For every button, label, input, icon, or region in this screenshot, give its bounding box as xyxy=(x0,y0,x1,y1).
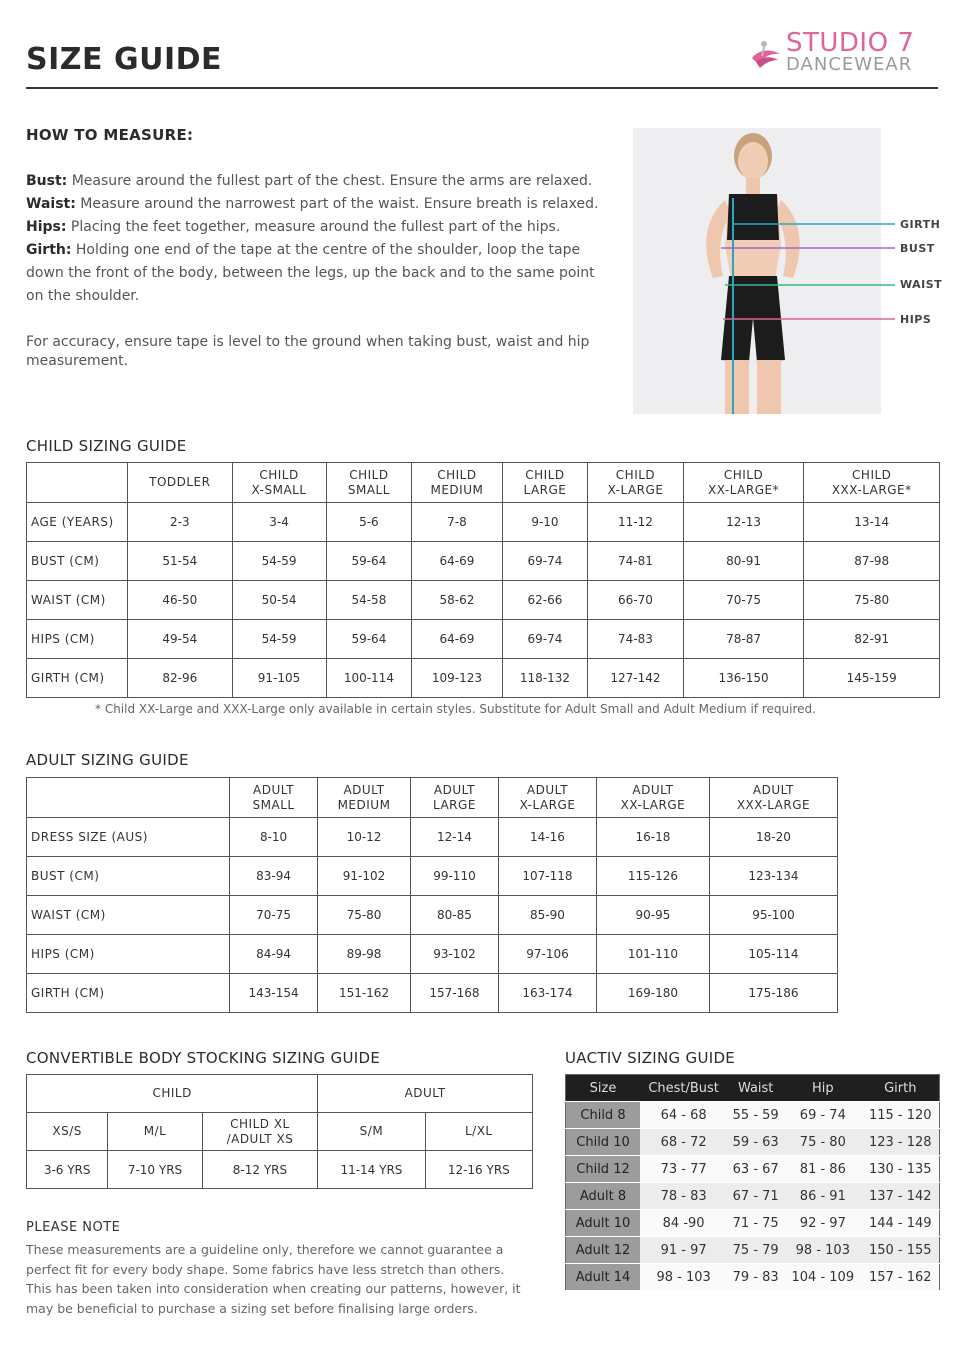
table-cell: 91-105 xyxy=(232,659,326,698)
table-cell: 51-54 xyxy=(128,542,233,581)
stocking-guide-heading: CONVERTIBLE BODY STOCKING SIZING GUIDE xyxy=(26,1049,381,1067)
uactiv-sizing-table xyxy=(565,1074,940,1291)
size-cell: Adult 8 xyxy=(566,1183,641,1210)
table-cell: 58-62 xyxy=(412,581,502,620)
table-cell: 75-80 xyxy=(804,581,940,620)
table-cell: 91 - 97 xyxy=(640,1237,727,1264)
table-cell: 98 - 103 xyxy=(640,1264,727,1291)
corner-cell xyxy=(27,778,230,818)
table-cell: 123 - 128 xyxy=(862,1129,940,1156)
size-cell: XS/S xyxy=(27,1113,108,1151)
table-cell: 8-10 xyxy=(230,818,318,857)
table-cell: 169-180 xyxy=(596,974,709,1013)
table-cell: 101-110 xyxy=(596,935,709,974)
table-cell: 118-132 xyxy=(502,659,588,698)
table-cell: 64-69 xyxy=(412,620,502,659)
table-cell: 59-64 xyxy=(326,542,412,581)
table-cell: 93-102 xyxy=(410,935,498,974)
col-header: CHILD XXX-LARGE* xyxy=(804,463,940,503)
table-cell: 71 - 75 xyxy=(727,1210,784,1237)
table-cell: 74-83 xyxy=(588,620,683,659)
table-cell: 92 - 97 xyxy=(784,1210,861,1237)
table-row xyxy=(566,1129,940,1156)
hips-label: Hips: xyxy=(26,219,67,235)
label-waist: WAIST xyxy=(900,278,943,291)
table-row xyxy=(27,974,838,1013)
table-cell: 55 - 59 xyxy=(727,1102,784,1129)
table-cell: 115 - 120 xyxy=(862,1102,940,1129)
please-note-text: These measurements are a guideline only, therefore we cannot guarantee a perfect fit for every body shape. Some fabrics have less stretch than others. This has been taken into consideration when creating our patterns, however, it may be beneficial to purchase a sizing set before finalising large orders. xyxy=(26,1242,521,1316)
table-cell: 89-98 xyxy=(318,935,411,974)
model-photo xyxy=(633,128,881,414)
table-cell: 68 - 72 xyxy=(640,1129,727,1156)
table-cell: 54-59 xyxy=(232,542,326,581)
col-header: ADULT X-LARGE xyxy=(499,778,597,818)
table-cell: 64-69 xyxy=(412,542,502,581)
table-cell: 109-123 xyxy=(412,659,502,698)
table-cell: 104 - 109 xyxy=(784,1264,861,1291)
group-adult: ADULT xyxy=(318,1075,533,1113)
col-header: TODDLER xyxy=(128,463,233,503)
table-cell: 157-168 xyxy=(410,974,498,1013)
table-cell: 66-70 xyxy=(588,581,683,620)
table-cell: 12-13 xyxy=(683,503,804,542)
col-header: ADULT XX-LARGE xyxy=(596,778,709,818)
table-row xyxy=(27,935,838,974)
table-cell: 99-110 xyxy=(410,857,498,896)
table-row xyxy=(27,503,940,542)
logo-line-1: STUDIO 7 xyxy=(786,28,915,58)
size-cell: Child 10 xyxy=(566,1129,641,1156)
col-header: Chest/Bust xyxy=(640,1075,727,1102)
col-header: CHILD MEDIUM xyxy=(412,463,502,503)
table-cell: 82-96 xyxy=(128,659,233,698)
girth-text: Holding one end of the tape at the centre of the shoulder, loop the tape down the front of the body, between the legs, up the back and to the same point on the shoulder. xyxy=(26,242,595,304)
waist-label: Waist: xyxy=(26,196,76,212)
table-cell: 64 - 68 xyxy=(640,1102,727,1129)
table-cell: 69-74 xyxy=(502,542,588,581)
table-row xyxy=(27,818,838,857)
table-cell: 54-59 xyxy=(232,620,326,659)
col-header: Girth xyxy=(862,1075,940,1102)
table-cell: 67 - 71 xyxy=(727,1183,784,1210)
table-cell: 7-8 xyxy=(412,503,502,542)
measure-instructions xyxy=(26,170,616,308)
table-cell: 11-12 xyxy=(588,503,683,542)
girth-label: Girth: xyxy=(26,242,72,258)
label-bust: BUST xyxy=(900,242,935,255)
table-cell: 46-50 xyxy=(128,581,233,620)
table-row xyxy=(27,857,838,896)
table-cell: 127-142 xyxy=(588,659,683,698)
table-row xyxy=(27,581,940,620)
table-row xyxy=(566,1102,940,1129)
table-cell: 75-80 xyxy=(318,896,411,935)
table-cell: 81 - 86 xyxy=(784,1156,861,1183)
table-cell: 137 - 142 xyxy=(862,1183,940,1210)
table-cell: 95-100 xyxy=(709,896,837,935)
table-cell: 105-114 xyxy=(709,935,837,974)
table-cell: 83-94 xyxy=(230,857,318,896)
col-header: CHILD X-LARGE xyxy=(588,463,683,503)
row-label: BUST (CM) xyxy=(27,857,230,896)
table-cell: 69 - 74 xyxy=(784,1102,861,1129)
table-cell: 14-16 xyxy=(499,818,597,857)
model-figure-icon xyxy=(633,128,881,414)
row-label: BUST (CM) xyxy=(27,542,128,581)
row-label: HIPS (CM) xyxy=(27,620,128,659)
table-cell: 2-3 xyxy=(128,503,233,542)
table-cell: 136-150 xyxy=(683,659,804,698)
row-label: WAIST (CM) xyxy=(27,896,230,935)
size-cell: Child 12 xyxy=(566,1156,641,1183)
row-label: GIRTH (CM) xyxy=(27,974,230,1013)
table-cell: 85-90 xyxy=(499,896,597,935)
table-row xyxy=(566,1183,940,1210)
row-label: WAIST (CM) xyxy=(27,581,128,620)
age-cell: 3-6 YRS xyxy=(27,1151,108,1189)
label-hips: HIPS xyxy=(900,313,932,326)
table-cell: 115-126 xyxy=(596,857,709,896)
table-cell: 157 - 162 xyxy=(862,1264,940,1291)
table-row xyxy=(27,896,838,935)
corner-cell xyxy=(27,463,128,503)
table-cell: 90-95 xyxy=(596,896,709,935)
table-row xyxy=(566,1156,940,1183)
table-row xyxy=(27,659,940,698)
table-cell: 16-18 xyxy=(596,818,709,857)
bust-text: Measure around the fullest part of the chest. Ensure the arms are relaxed. xyxy=(67,173,593,189)
table-cell: 175-186 xyxy=(709,974,837,1013)
label-girth: GIRTH xyxy=(900,218,941,231)
table-cell: 50-54 xyxy=(232,581,326,620)
col-header: Size xyxy=(566,1075,641,1102)
table-row xyxy=(566,1264,940,1291)
uactiv-guide-heading: UACTIV SIZING GUIDE xyxy=(565,1049,736,1067)
size-cell: M/L xyxy=(108,1113,202,1151)
table-cell: 80-85 xyxy=(410,896,498,935)
table-cell: 79 - 83 xyxy=(727,1264,784,1291)
row-label: GIRTH (CM) xyxy=(27,659,128,698)
size-cell: Adult 14 xyxy=(566,1264,641,1291)
size-cell: S/M xyxy=(318,1113,425,1151)
table-cell: 151-162 xyxy=(318,974,411,1013)
table-row xyxy=(566,1210,940,1237)
table-cell: 59 - 63 xyxy=(727,1129,784,1156)
accuracy-note: For accuracy, ensure tape is level to the ground when taking bust, waist and hip measurement. xyxy=(26,334,590,369)
table-cell: 75 - 80 xyxy=(784,1129,861,1156)
size-cell: CHILD XL /ADULT XS xyxy=(202,1113,318,1151)
table-cell: 74-81 xyxy=(588,542,683,581)
table-cell: 13-14 xyxy=(804,503,940,542)
col-header: ADULT LARGE xyxy=(410,778,498,818)
table-cell: 49-54 xyxy=(128,620,233,659)
size-cell: Adult 12 xyxy=(566,1237,641,1264)
header-rule xyxy=(26,87,938,89)
table-cell: 123-134 xyxy=(709,857,837,896)
page-title: SIZE GUIDE xyxy=(26,42,223,77)
age-cell: 11-14 YRS xyxy=(318,1151,425,1189)
table-cell: 18-20 xyxy=(709,818,837,857)
table-cell: 3-4 xyxy=(232,503,326,542)
brand-logo xyxy=(748,30,938,78)
dancer-logo-icon xyxy=(748,36,784,72)
table-cell: 10-12 xyxy=(318,818,411,857)
table-cell: 130 - 135 xyxy=(862,1156,940,1183)
table-cell: 107-118 xyxy=(499,857,597,896)
col-header: Hip xyxy=(784,1075,861,1102)
table-cell: 98 - 103 xyxy=(784,1237,861,1264)
table-cell: 86 - 91 xyxy=(784,1183,861,1210)
age-cell: 12-16 YRS xyxy=(425,1151,532,1189)
col-header: CHILD LARGE xyxy=(502,463,588,503)
table-cell: 163-174 xyxy=(499,974,597,1013)
table-cell: 87-98 xyxy=(804,542,940,581)
row-label: HIPS (CM) xyxy=(27,935,230,974)
uactiv-header-row xyxy=(566,1075,940,1102)
hips-text: Placing the feet together, measure around the fullest part of the hips. xyxy=(66,219,561,235)
child-sizing-table xyxy=(26,462,940,698)
bust-label: Bust: xyxy=(26,173,68,189)
table-cell: 70-75 xyxy=(230,896,318,935)
size-cell: Adult 10 xyxy=(566,1210,641,1237)
table-cell: 5-6 xyxy=(326,503,412,542)
col-header: Waist xyxy=(727,1075,784,1102)
table-cell: 73 - 77 xyxy=(640,1156,727,1183)
col-header: CHILD SMALL xyxy=(326,463,412,503)
table-row xyxy=(27,620,940,659)
row-label: AGE (YEARS) xyxy=(27,503,128,542)
age-cell: 8-12 YRS xyxy=(202,1151,318,1189)
table-row xyxy=(566,1237,940,1264)
waist-text: Measure around the narrowest part of the waist. Ensure breath is relaxed. xyxy=(75,196,599,212)
age-cell: 7-10 YRS xyxy=(108,1151,202,1189)
col-header: ADULT SMALL xyxy=(230,778,318,818)
table-cell: 145-159 xyxy=(804,659,940,698)
table-cell: 84 -90 xyxy=(640,1210,727,1237)
table-cell: 75 - 79 xyxy=(727,1237,784,1264)
table-cell: 80-91 xyxy=(683,542,804,581)
col-header: ADULT XXX-LARGE xyxy=(709,778,837,818)
table-cell: 144 - 149 xyxy=(862,1210,940,1237)
row-label: DRESS SIZE (AUS) xyxy=(27,818,230,857)
table-cell: 78 - 83 xyxy=(640,1183,727,1210)
table-cell: 54-58 xyxy=(326,581,412,620)
child-guide-heading: CHILD SIZING GUIDE xyxy=(26,437,187,455)
stocking-sizing-table xyxy=(26,1074,533,1189)
table-cell: 82-91 xyxy=(804,620,940,659)
table-cell: 62-66 xyxy=(502,581,588,620)
adult-guide-heading: ADULT SIZING GUIDE xyxy=(26,751,189,769)
table-row xyxy=(27,542,940,581)
size-cell: Child 8 xyxy=(566,1102,641,1129)
please-note-heading: PLEASE NOTE xyxy=(26,1220,121,1235)
table-cell: 69-74 xyxy=(502,620,588,659)
child-footnote: * Child XX-Large and XXX-Large only available in certain styles. Substitute for Adult Small and Adult Medium if required. xyxy=(95,702,816,716)
table-cell: 78-87 xyxy=(683,620,804,659)
table-cell: 70-75 xyxy=(683,581,804,620)
table-cell: 97-106 xyxy=(499,935,597,974)
table-cell: 59-64 xyxy=(326,620,412,659)
col-header: ADULT MEDIUM xyxy=(318,778,411,818)
adult-sizing-table xyxy=(26,777,838,1013)
size-cell: L/XL xyxy=(425,1113,532,1151)
table-cell: 12-14 xyxy=(410,818,498,857)
logo-line-2: DANCEWEAR xyxy=(786,54,913,75)
group-child: CHILD xyxy=(27,1075,318,1113)
table-cell: 100-114 xyxy=(326,659,412,698)
table-cell: 91-102 xyxy=(318,857,411,896)
col-header: CHILD X-SMALL xyxy=(232,463,326,503)
col-header: CHILD XX-LARGE* xyxy=(683,463,804,503)
table-cell: 150 - 155 xyxy=(862,1237,940,1264)
how-to-measure-heading: HOW TO MEASURE: xyxy=(26,126,194,144)
table-cell: 63 - 67 xyxy=(727,1156,784,1183)
measure-lines-extension xyxy=(881,128,901,328)
table-cell: 84-94 xyxy=(230,935,318,974)
table-cell: 9-10 xyxy=(502,503,588,542)
table-cell: 143-154 xyxy=(230,974,318,1013)
